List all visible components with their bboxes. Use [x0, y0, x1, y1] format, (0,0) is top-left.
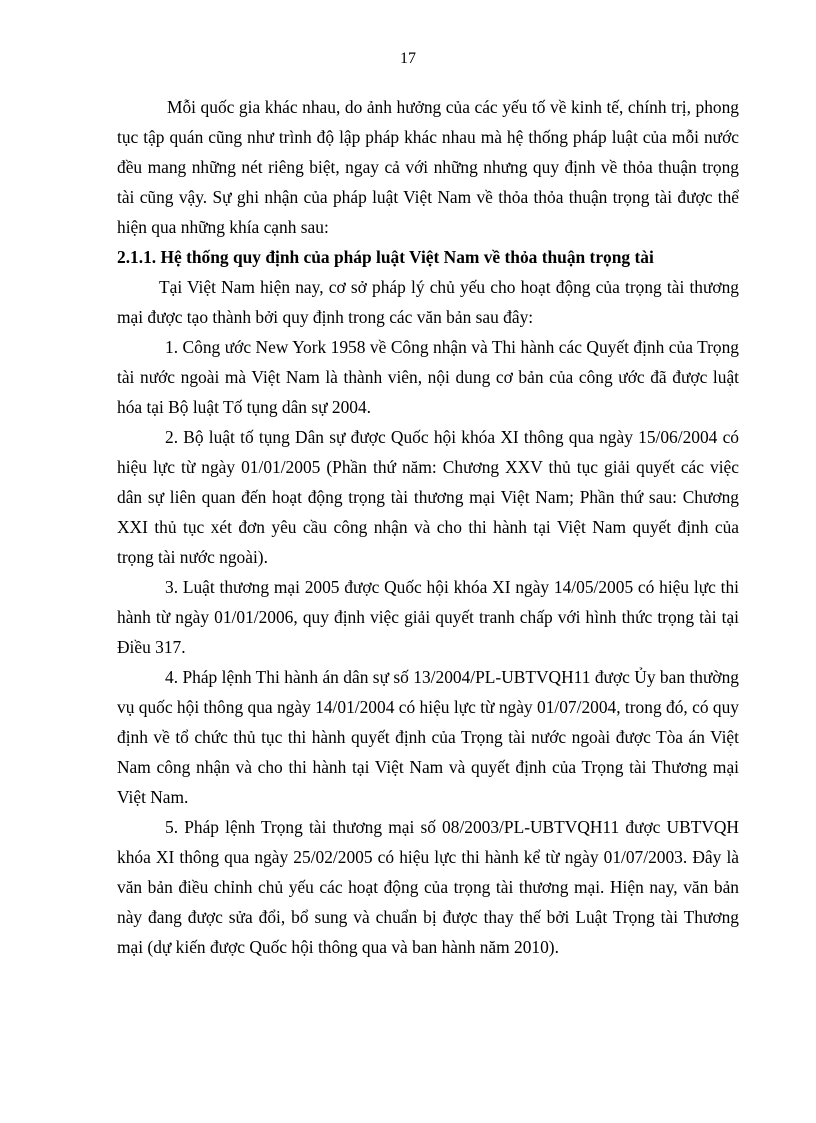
paragraph-legal-basis: Tại Việt Nam hiện nay, cơ sở pháp lý chủ yếu cho hoạt động của trọng tài thương mại được tạo thành bởi quy định trong các văn bản sau đây:: [117, 277, 739, 327]
list-item-3: 3. Luật thương mại 2005 được Quốc hội khóa XI ngày 14/05/2005 có hiệu lực thi hành từ ngày 01/01/2006, quy định việc giải quyết tranh chấp với hình thức trọng tài tại Điều 317.: [117, 577, 739, 657]
paragraph-intro-legal-systems: Mỗi quốc gia khác nhau, do ảnh hưởng của các yếu tố về kinh tế, chính trị, phong tục tập quán cũng như trình độ lập pháp khác nhau mà hệ thống pháp luật của mỗi nước đều mang những nét riêng biệt, ngay cả với những nhưng quy định về thỏa thuận trọng tài cũng vậy. Sự ghi nhận của pháp luật Việt Nam về thỏa thỏa thuận trọng tài được thể hiện qua những khía cạnh sau:: [117, 97, 739, 237]
list-item-4: 4. Pháp lệnh Thi hành án dân sự số 13/2004/PL-UBTVQH11 được Ủy ban thường vụ quốc hội thông qua ngày 14/01/2004 có hiệu lực từ ngày 01/07/2004, trong đó, có quy định về tổ chức thủ tục thi hành quyết định của Trọng tài nước ngoài được Tòa án Việt Nam công nhận và cho thi hành tại Việt Nam và quyết định của Trọng tài Thương mại Việt Nam.: [117, 667, 739, 807]
page-number: 17: [400, 50, 416, 67]
page-content: [117, 92, 739, 962]
list-item-5: 5. Pháp lệnh Trọng tài thương mại số 08/2003/PL-UBTVQH11 được UBTVQH khóa XI thông qua ngày 25/02/2005 có hiệu lực thi hành kể từ ngày 01/07/2003. Đây là văn bản điều chỉnh chủ yếu các hoạt động của trọng tài thương mại. Hiện nay, văn bản này đang được sửa đổi, bổ sung và chuẩn bị được thay thế bởi Luật Trọng tài Thương mại (dự kiến được Quốc hội thông qua và ban hành năm 2010).: [117, 817, 739, 957]
section-heading-2-1-1: 2.1.1. Hệ thống quy định của pháp luật Việt Nam về thỏa thuận trọng tài: [117, 247, 654, 267]
list-item-2: 2. Bộ luật tố tụng Dân sự được Quốc hội khóa XI thông qua ngày 15/06/2004 có hiệu lực từ ngày 01/01/2005 (Phần thứ năm: Chương XXV thủ tục giải quyết các việc dân sự liên quan đến hoạt động trọng tài thương mại Việt Nam; Phần thứ sau: Chương XXI thủ tục xét đơn yêu cầu công nhận và cho thi hành tại Việt Nam quyết định của trọng tài nước ngoài).: [117, 427, 739, 567]
list-item-1: 1. Công ước New York 1958 về Công nhận và Thi hành các Quyết định của Trọng tài nước ngoài mà Việt Nam là thành viên, nội dung cơ bản của công ước đã được luật hóa tại Bộ luật Tố tụng dân sự 2004.: [117, 337, 739, 417]
